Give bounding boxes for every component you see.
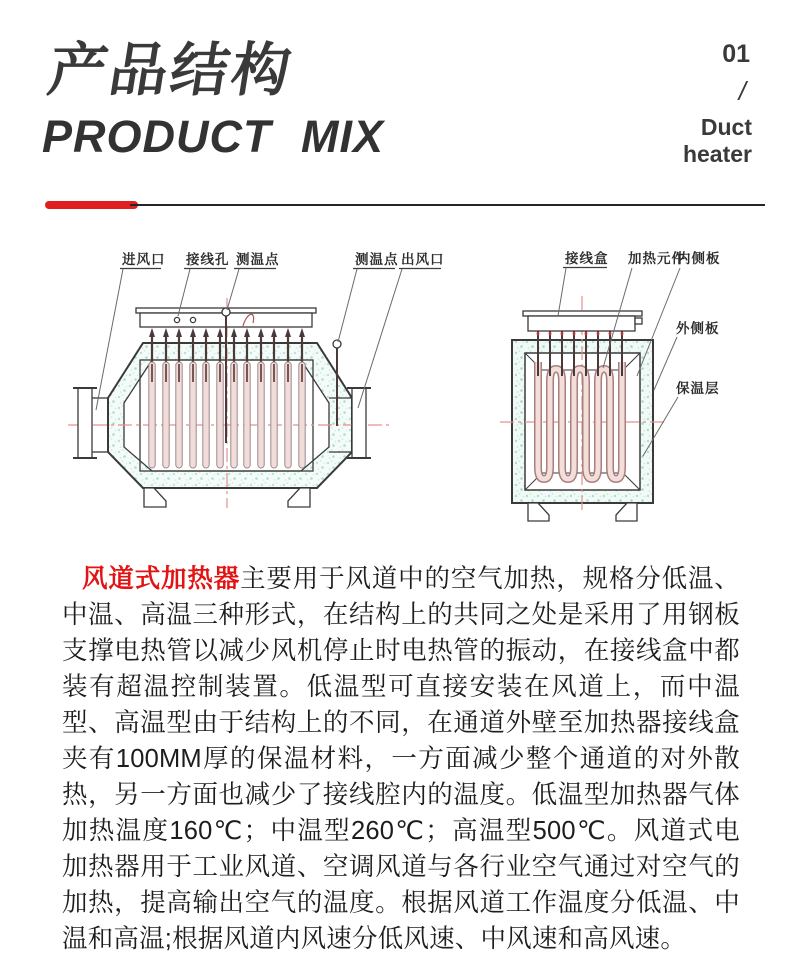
label-air-outlet: 出风口 — [401, 252, 445, 267]
support-foot — [144, 488, 166, 507]
duct-heater-cross-section-diagram — [470, 240, 790, 540]
product-name-highlight: 风道式加热器 — [82, 565, 241, 593]
wiring-hole — [190, 317, 195, 322]
slash-separator: / — [738, 76, 746, 106]
junction-box — [523, 311, 642, 331]
label-air-inlet: 进风口 — [122, 252, 166, 267]
red-accent-bar — [45, 201, 138, 209]
product-description-paragraph — [62, 561, 740, 957]
label-heating-element: 加热元件 — [628, 251, 686, 266]
page-subtitle: PRODUCT MIX — [42, 111, 384, 162]
duct-heater-side-view-diagram — [40, 240, 470, 540]
support-foot — [288, 488, 310, 507]
label-temp-point-1: 测温点 — [236, 252, 280, 267]
product-description-text: 主要用于风道中的空气加热，规格分低温、中温、高温三种形式，在结构上的共同之处是采用了用钢板支撑电热管以减少风机停止时电热管的振动，在接线盒中都装有超温控制装置。低温型可直接安装在风道上，而中温型、高温型由于结构上的不同，在通道外壁至加热器接线盒夹有100MM厚的保温材料，一方面减少整个通道的对外散热，另一方面也减少了接线腔内的温度。低温型加热器气体加热温度160℃；中温型260℃；高温型500℃。风道式电加热器用于工业风道、空调风道与各行业空气通过对空气的加热，提高输出空气的温度。根据风道工作温度分低温、中温和高温;根据风道内风速分低风速、中风速和高风速。 — [62, 565, 740, 953]
support-foot — [528, 503, 549, 521]
section-tagline — [683, 114, 752, 168]
label-junction-box: 接线盒 — [565, 251, 609, 266]
tagline-line-1: Duct — [700, 114, 752, 140]
tagline-line-2: heater — [682, 141, 752, 167]
label-wiring-hole: 接线孔 — [186, 252, 230, 267]
wiring-hole — [174, 317, 179, 322]
support-foot — [616, 503, 637, 521]
section-number: 01 — [722, 40, 750, 68]
junction-box-nub — [635, 318, 642, 324]
label-outer-plate: 外侧板 — [676, 321, 720, 336]
page-title: 产品结构 — [43, 38, 299, 103]
inlet-flange — [73, 388, 108, 458]
label-inner-plate: 内侧板 — [677, 251, 721, 266]
divider-line — [130, 204, 765, 206]
label-temp-point-2: 测温点 — [355, 252, 399, 267]
duct-octagonal-body — [108, 343, 352, 488]
label-insulation-layer: 保温层 — [676, 381, 720, 396]
